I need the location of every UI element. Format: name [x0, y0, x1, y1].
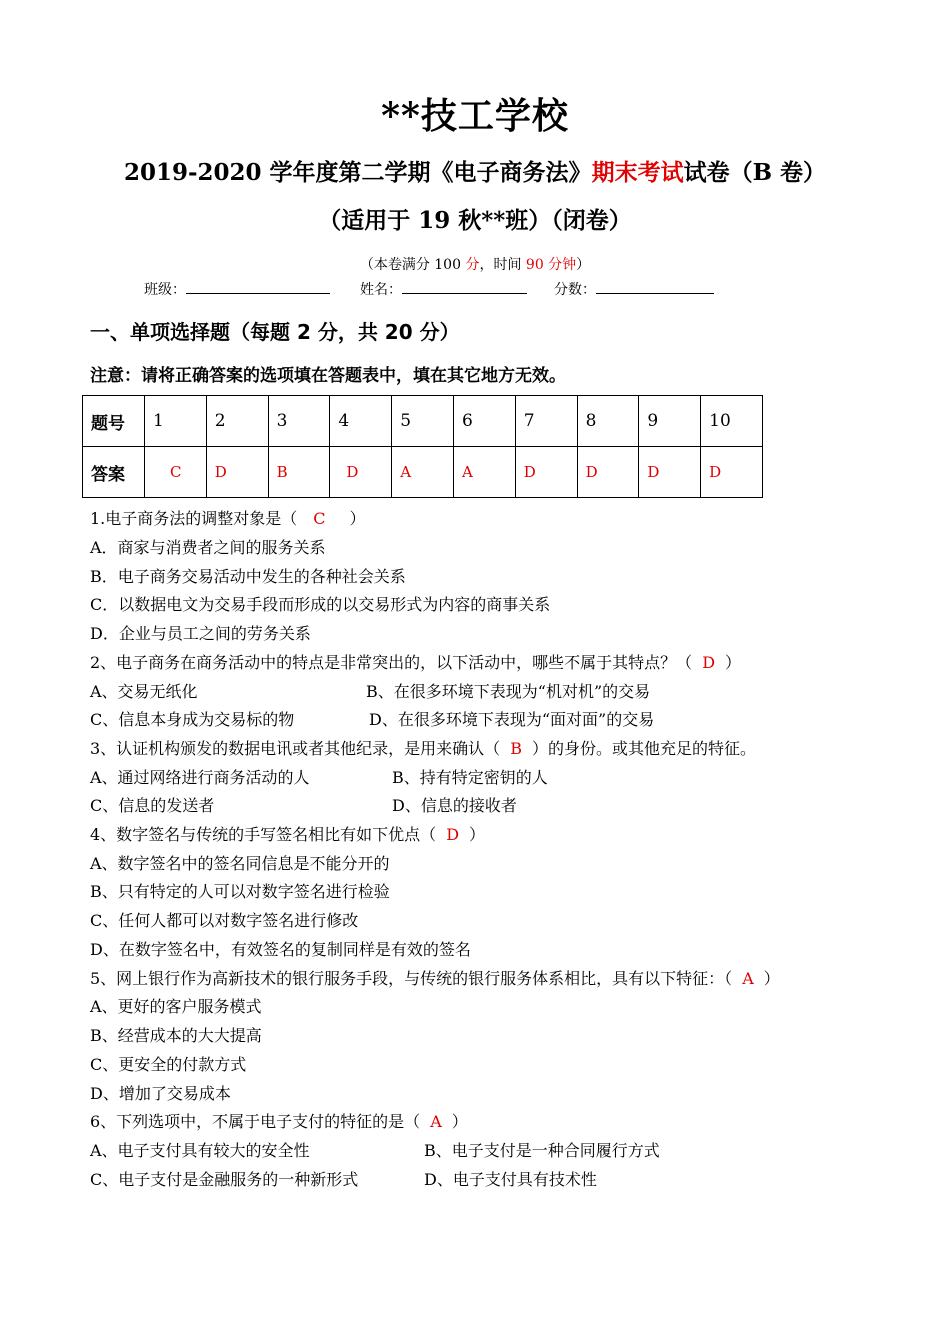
note-time: 90 分钟: [525, 257, 577, 273]
question-answer: A: [430, 1112, 442, 1131]
option: A．商家与消费者之间的服务关系: [90, 538, 326, 557]
score-field: [554, 279, 714, 299]
question-close: ）: [451, 1112, 468, 1131]
exam-subtitle: [0, 202, 950, 235]
question-answer: A: [742, 969, 754, 988]
section-heading: 一、单项选择题（每题 2 分，共 20 分）: [90, 320, 460, 344]
answer-cell: B: [268, 447, 330, 498]
answer-cell: D: [701, 447, 763, 498]
table-row: [83, 396, 763, 447]
score-blank[interactable]: [596, 279, 714, 294]
option: B、电子支付是一种合同履行方式: [424, 1141, 660, 1160]
answer-cell: A: [392, 447, 454, 498]
name-field: [360, 279, 527, 299]
name-blank[interactable]: [402, 279, 527, 294]
option: D、电子支付具有技术性: [424, 1170, 597, 1189]
question-number-cell: 10: [701, 396, 763, 447]
option: A、通过网络进行商务活动的人: [90, 768, 310, 787]
exam-title: [0, 154, 950, 187]
answer-cell: D: [330, 447, 392, 498]
row-header-answer: 答案: [83, 447, 145, 498]
row-header-number: 题号: [83, 396, 145, 447]
note-part1: （本卷满分 100: [359, 257, 466, 273]
answer-cell: D: [577, 447, 639, 498]
question-stem: 1.电子商务法的调整对象是（: [90, 509, 298, 528]
question-number-cell: 5: [392, 396, 454, 447]
question-number-cell: 2: [206, 396, 268, 447]
score-label: 分数：: [554, 282, 596, 298]
question-stem: 3、认证机构颁发的数据电讯或者其他纪录，是用来确认（: [90, 739, 501, 758]
question-close: ）: [763, 969, 780, 988]
question-number-cell: 3: [268, 396, 330, 447]
option: D、增加了交易成本: [90, 1084, 231, 1103]
answer-cell: D: [515, 447, 577, 498]
option: D、信息的接收者: [392, 796, 517, 815]
question-number-cell: 4: [330, 396, 392, 447]
subtitle-bold: 19: [418, 207, 451, 234]
option: D．企业与员工之间的劳务关系: [90, 624, 311, 643]
exam-note: [0, 254, 950, 274]
question-number-cell: 6: [453, 396, 515, 447]
option: C、更安全的付款方式: [90, 1055, 247, 1074]
option: A、更好的客户服务模式: [90, 997, 262, 1016]
question-stem: 5、网上银行作为高新技术的银行服务手段，与传统的银行服务体系相比，具有以下特征：（: [90, 969, 733, 988]
exam-title-highlight: 期末考试: [591, 159, 684, 186]
option: B、持有特定密钥的人: [392, 768, 548, 787]
class-field: [144, 279, 330, 299]
note-part3: ）: [576, 257, 591, 273]
option: A、交易无纸化: [90, 682, 198, 701]
question-number-cell: 9: [639, 396, 701, 447]
notice-text: 注意：请将正确答案的选项填在答题表中，填在其它地方无效。: [90, 366, 566, 386]
class-label: 班级：: [144, 282, 186, 298]
question-close: ）: [469, 825, 486, 844]
answer-cell: D: [206, 447, 268, 498]
question-answer: B: [510, 739, 522, 758]
option: C、信息的发送者: [90, 796, 215, 815]
option: C、电子支付是金融服务的一种新形式: [90, 1170, 359, 1189]
question-answer: C: [313, 509, 326, 528]
question-2: [90, 650, 741, 673]
answer-cell: A: [453, 447, 515, 498]
question-answer: D: [446, 825, 460, 844]
question-3: [90, 736, 756, 759]
note-part2: ，时间: [479, 257, 526, 273]
question-number-cell: 7: [515, 396, 577, 447]
exam-title-suffix: 试卷（B 卷）: [683, 159, 827, 186]
option: C、任何人都可以对数字签名进行修改: [90, 911, 359, 930]
question-answer: D: [702, 653, 716, 672]
question-stem: 6、下列选项中，不属于电子支付的特征的是（: [90, 1112, 421, 1131]
option: D、在数字签名中，有效签名的复制同样是有效的签名: [90, 940, 471, 959]
answer-cell: C: [145, 447, 207, 498]
option: C．以数据电文为交易手段而形成的以交易形式为内容的商事关系: [90, 595, 551, 614]
option: B、在很多环境下表现为“机对机”的交易: [366, 682, 651, 701]
question-1: [90, 506, 366, 529]
subtitle-suffix: 秋**班）（闭卷）: [450, 207, 632, 234]
option: B、经营成本的大大提高: [90, 1026, 262, 1045]
option: B、只有特定的人可以对数字签名进行检验: [90, 882, 390, 901]
option: C、信息本身成为交易标的物: [90, 710, 295, 729]
question-4: [90, 822, 485, 845]
option: A、电子支付具有较大的安全性: [90, 1141, 310, 1160]
school-title: **技工学校: [381, 95, 569, 137]
question-stem: 4、数字签名与传统的手写签名相比有如下优点（: [90, 825, 437, 844]
answer-cell: D: [639, 447, 701, 498]
subtitle-prefix: （适用于: [318, 207, 419, 234]
question-close: ）: [725, 653, 742, 672]
question-close: ）的身份。或其他充足的特征。: [531, 739, 756, 758]
note-score-unit: 分: [465, 257, 480, 273]
name-label: 姓名：: [360, 282, 402, 298]
question-6: [90, 1109, 468, 1132]
option: D、在很多环境下表现为“面对面”的交易: [369, 710, 655, 729]
exam-title-prefix: 2019-2020 学年度第二学期《电子商务法》: [123, 159, 592, 186]
option: B．电子商务交易活动中发生的各种社会关系: [90, 567, 406, 586]
answer-table: [82, 395, 763, 498]
question-stem: 2、电子商务在商务活动中的特点是非常突出的，以下活动中，哪些不属于其特点？（: [90, 653, 693, 672]
question-close: ）: [349, 509, 366, 528]
question-number-cell: 1: [145, 396, 207, 447]
question-5: [90, 966, 780, 989]
class-blank[interactable]: [186, 279, 330, 294]
question-number-cell: 8: [577, 396, 639, 447]
option: A、数字签名中的签名同信息是不能分开的: [90, 854, 390, 873]
table-row: [83, 447, 763, 498]
